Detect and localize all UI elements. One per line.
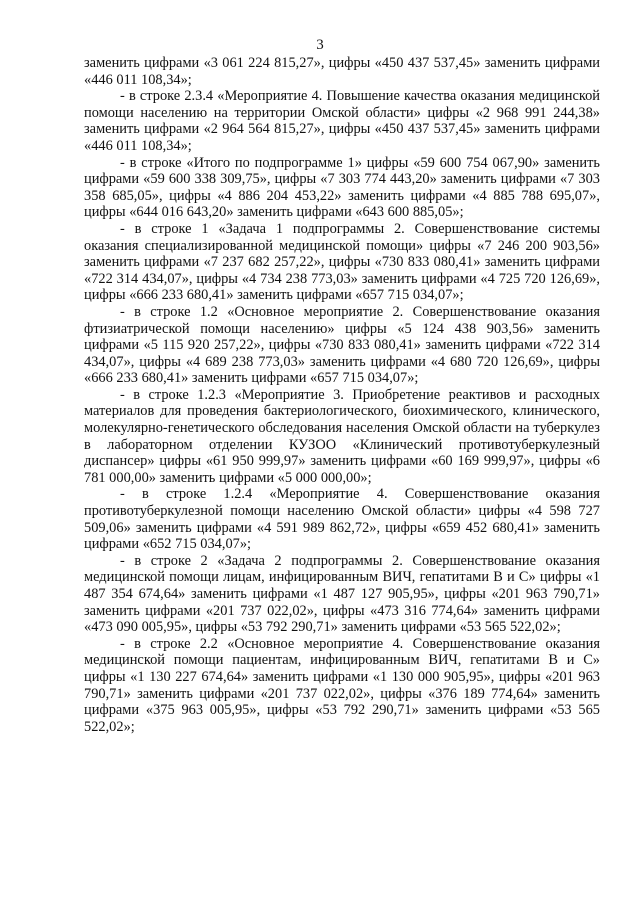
paragraph-row-1-2-4: - в строке 1.2.4 «Мероприятие 4. Совершенствование оказания противотуберкулезной помощи населению Омской области» цифры «4 598 727 509,06» заменить цифрами «4 591 989 862,72», цифры «659 452 680,41» заменить цифрами «652 715 034,07»; [84,486,600,553]
paragraph-row-2: - в строке 2 «Задача 2 подпрограммы 2. Совершенствование оказания медицинской помощи лицам, инфицированным ВИЧ, гепатитами B и C» цифры «1 487 354 674,64» заменить цифрами «1 487 127 905,95», цифры «201 963 790,71» заменить цифрами «201 737 022,02», цифры «473 316 774,64» заменить цифрами «473 090 005,95», цифры «53 792 290,71» заменить цифрами «53 565 522,02»; [84,552,600,636]
document-body [84,55,600,735]
paragraph-row-1-2: - в строке 1.2 «Основное мероприятие 2. Совершенствование оказания фтизиатрической помощи населению» цифры «5 124 438 903,56» заменить цифрами «5 115 920 257,22», цифры «730 833 080,41» заменить цифрами «722 314 434,07», цифры «4 689 238 773,03» заменить цифрами «4 680 720 126,69», цифры «666 233 680,41» заменить цифрами «657 715 034,07»; [84,303,600,387]
paragraph-continuation: заменить цифрами «3 061 224 815,27», цифры «450 437 537,45» заменить цифрами «446 011 108,34»; [84,55,600,88]
paragraph-row-2-3-4: - в строке 2.3.4 «Мероприятие 4. Повышение качества оказания медицинской помощи населению на территории Омской области» цифры «2 968 991 244,38» заменить цифрами «2 964 564 815,27», цифры «450 437 537,45» заменить цифрами «446 011 108,34»; [84,88,600,154]
paragraph-subprogram-1-total: - в строке «Итого по подпрограмме 1» цифры «59 600 754 067,90» заменить цифрами «59 600 338 309,75», цифры «7 303 774 443,20» заменить цифрами «7 303 358 685,05», цифры «4 886 204 453,22» заменить цифрами «4 885 788 695,07», цифры «644 016 643,20» заменить цифрами «643 600 885,05»; [84,154,600,221]
paragraph-row-2-2: - в строке 2.2 «Основное мероприятие 4. Совершенствование оказания медицинской помощи пациентам, инфицированным ВИЧ, гепатитами B и C» цифры «1 130 227 674,64» заменить цифрами «1 130 000 905,95», цифры «201 963 790,71» заменить цифрами «201 737 022,02», цифры «376 189 774,64» заменить цифрами «375 963 005,95», цифры «53 792 290,71» заменить цифрами «53 565 522,02»; [84,635,600,735]
paragraph-row-1-2-3: - в строке 1.2.3 «Мероприятие 3. Приобретение реактивов и расходных материалов для проведения бактериологического, биохимического, клинического, молекулярно-генетического обследования населения Омской области на туберкулез в лабораторном отделении КУЗОО «Клинический противотуберкулезный диспансер» цифры «61 950 999,97» заменить цифрами «60 169 999,97», цифры «6 781 000,00» заменить цифрами «5 000 000,00»; [84,386,600,486]
paragraph-row-1: - в строке 1 «Задача 1 подпрограммы 2. Совершенствование системы оказания специализированной медицинской помощи» цифры «7 246 200 903,56» заменить цифрами «7 237 682 257,22», цифры «730 833 080,41» заменить цифрами «722 314 434,07», цифры «4 734 238 773,03» заменить цифрами «4 725 720 126,69», цифры «666 233 680,41» заменить цифрами «657 715 034,07»; [84,220,600,304]
page-number: 3 [316,37,324,53]
